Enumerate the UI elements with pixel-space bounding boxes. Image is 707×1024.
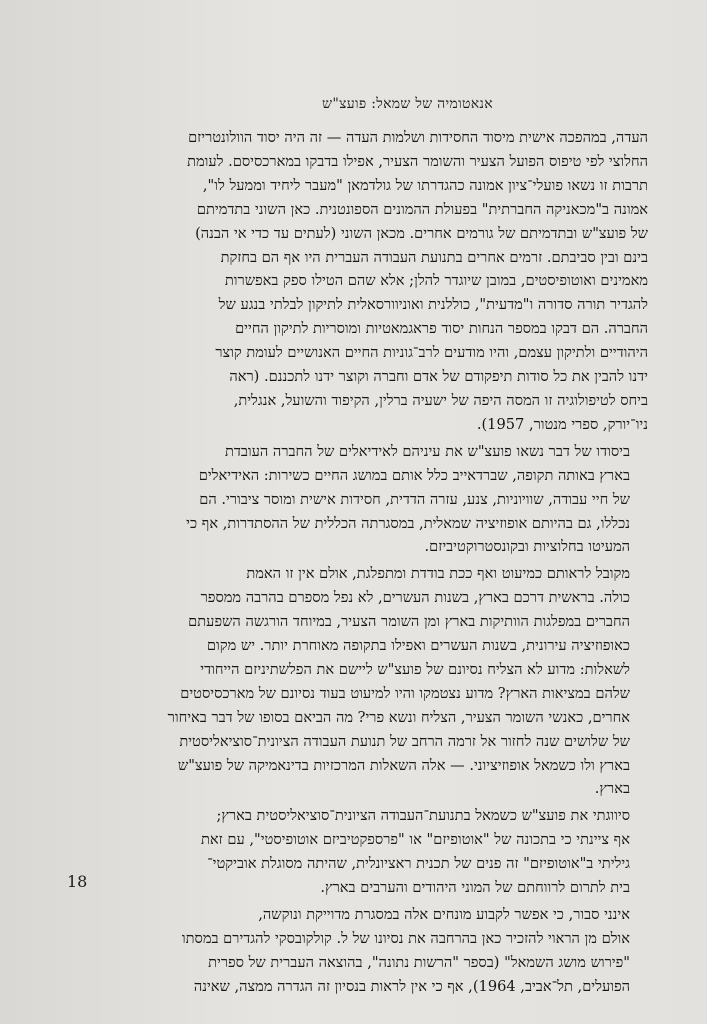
text-line: אחרים, כאנשי השומר הצעיר, הצליח ונשא פרי? מה הביאם בסופו של דבר באיחור <box>167 708 630 726</box>
text-line: תרבות זו נשאו פועלי־ציון אמונה כהגדרתו של גולדמאן "מעבר ליחיד וממעל לו", <box>202 176 648 194</box>
text-line: בית לתרום לרווחתם של המוני היהודים והערבים בארץ. <box>320 879 630 897</box>
text-line: ביסודו של דבר נשאו פועצ"ש את עיניהם לאידיאלים של החברה העובדת <box>224 442 630 460</box>
text-line: אף ציינתי כי בתכונה של "אוטופיזם" או "פרספקטיביזם אוטופיסטי", עם זאת <box>200 831 630 849</box>
text-line: נכללו, גם בהיותם אופוזיציה שמאלית, במסגרתה הכללית של ההסתדרות, אף כי <box>186 514 630 532</box>
text-line: אינני סבור, כי אפשר לקבוע מונחים אלה במסגרת מדוייקת ונוקשה, <box>258 906 630 923</box>
text-line: ניו־יורק, ספרי מנטור, 1957). <box>476 415 648 433</box>
text-line: החברים במפלגות הוותיקות בארץ ומן השומר הצעיר, במיוחד הורגשה השפעתם <box>188 613 630 631</box>
text-line: בארץ באותה תקופה, שברדאייב כלל אותם במושג החיים כשירות: האידיאלים <box>198 466 630 484</box>
text-line: לשאלות: מדוע לא הצליח נסיונם של פועצ"ש ליישם את הפלשתיניזם הייחודי <box>200 660 630 678</box>
text-line: כאופוזיציה עירונית, בשנות העשרים ואפילו בתקופה מאוחרת יותר. יש מקום <box>206 637 630 655</box>
text-line: היהודיים ולתיקון עצמם, והיו מודעים לרב־גוניות החיים האנושיים לעומת קוצר <box>215 344 648 362</box>
paragraph <box>60 804 648 900</box>
paragraph <box>60 440 648 560</box>
text-line: של פועצ"ש ובתדמיתם של גורמים אחרים. מכאן השוני (לעתים עד כדי אי הבנה) <box>195 224 648 242</box>
text-line: החלוצי לפי טיפוס הפועל הצעיר והשומר הצעיר, אפילו בדבקו במארכסיסם. לעומת <box>187 152 648 170</box>
paragraph <box>60 903 648 999</box>
text-line: החברה. הם דבקו במספר הנחות יסוד פראגמאטיות ומוסריות לתיקון החיים <box>235 320 648 338</box>
text-line: מאמינים ואוטופיסטים, במובן שיוגדר להלן; אלא שהם הטילו ספק באפשרות <box>224 272 648 290</box>
text-line: כולה. בראשית דרכם בארץ, בשנות העשרים, לא נפל מספרם בהרבה ממספר <box>200 589 630 607</box>
text-line: "פירוש מושג השמאל" (בספר "הרשות נתונה", בהוצאה העברית של ספרית <box>208 953 630 971</box>
text-line: אמונה ב"מכאניקה החברתית" בפעולת ההמונים הספונטנית. כאן השוני בתדמיתם <box>196 200 648 218</box>
paragraph <box>60 562 648 801</box>
text-line: הפועלים, תל־אביב, 1964), אף כי אין לראות בנסיון זה הגדרה ממצה, שאינה <box>193 977 630 995</box>
text-line: גיליתי ב"אוטופיזם" זה פנים של תכנית ראציונלית, שהיתה מסוגלת אוביקטי־ <box>207 855 630 873</box>
running-header: אנאטומיה של שמאל: פועצ"ש <box>322 96 493 112</box>
text-line: אולם מן הראוי להזכיר כאן בהרחבה את נסיונו של ל. קולקובסקי להגדירם במסתו <box>181 929 630 947</box>
text-line: המעיטו בחלוציות ובקונסטרוקטיביזם. <box>424 538 630 556</box>
text-line: סיווגתי את פועצ"ש כשמאל בתנועת־העבודה הציונית־סוציאליסטית בארץ; <box>216 807 630 825</box>
text-line: בינם ובין סביבתם. זרמים אחרים בתנועת העבודה העברית היו אף הם בחזקת <box>220 248 648 266</box>
text-line: להגדיר תורה סדורה ו"מדעית", כוללנית ואוניוורסאלית לתיקון לבלתי בנגע של <box>218 296 648 314</box>
text-line: ביחס לטיפולוגיה זו המסה היפה של ישעיה ברלין, הקיפוד והשועל, אנגלית, <box>233 391 648 409</box>
text-line: מקובל לראותם כמיעוט ואף ככת בודדת ומתפלגת, אולם אין זו האמת <box>246 565 630 583</box>
text-line: של שלושים שנה לחזור אל זרמה הרחב של תנועת העבודה הציונית־סוציאליסטית <box>179 732 630 750</box>
text-line: של חיי עבודה, שוויוניות, צנע, עזרה הדדית, חסידות אישית ומוסר ציבורי. הם <box>199 490 630 508</box>
text-line: שלהם במציאות הארץ? מדוע נצטמקו והיו למיעוט בעוד נסיונם של מארכסיסטים <box>180 684 630 702</box>
text-line: העדה, במהפכה אישית מיסוד החסידות ושלמות העדה — זה היה יסוד הוולונטריזם <box>188 129 648 146</box>
text-line: בארץ. <box>594 780 630 798</box>
paragraph <box>60 126 648 437</box>
text-line: בארץ ולו כשמאל אופוזיציוני. — אלה השאלות המרכזיות בדינאמיקה של פועצ"ש <box>177 756 630 774</box>
body-text <box>60 126 648 1002</box>
page-number: 18 <box>67 872 88 891</box>
text-line: ידנו להבין את כל סודות תיפקודם של אדם וחברה וקוצר ידנו לתכננם. (ראה <box>229 368 648 386</box>
